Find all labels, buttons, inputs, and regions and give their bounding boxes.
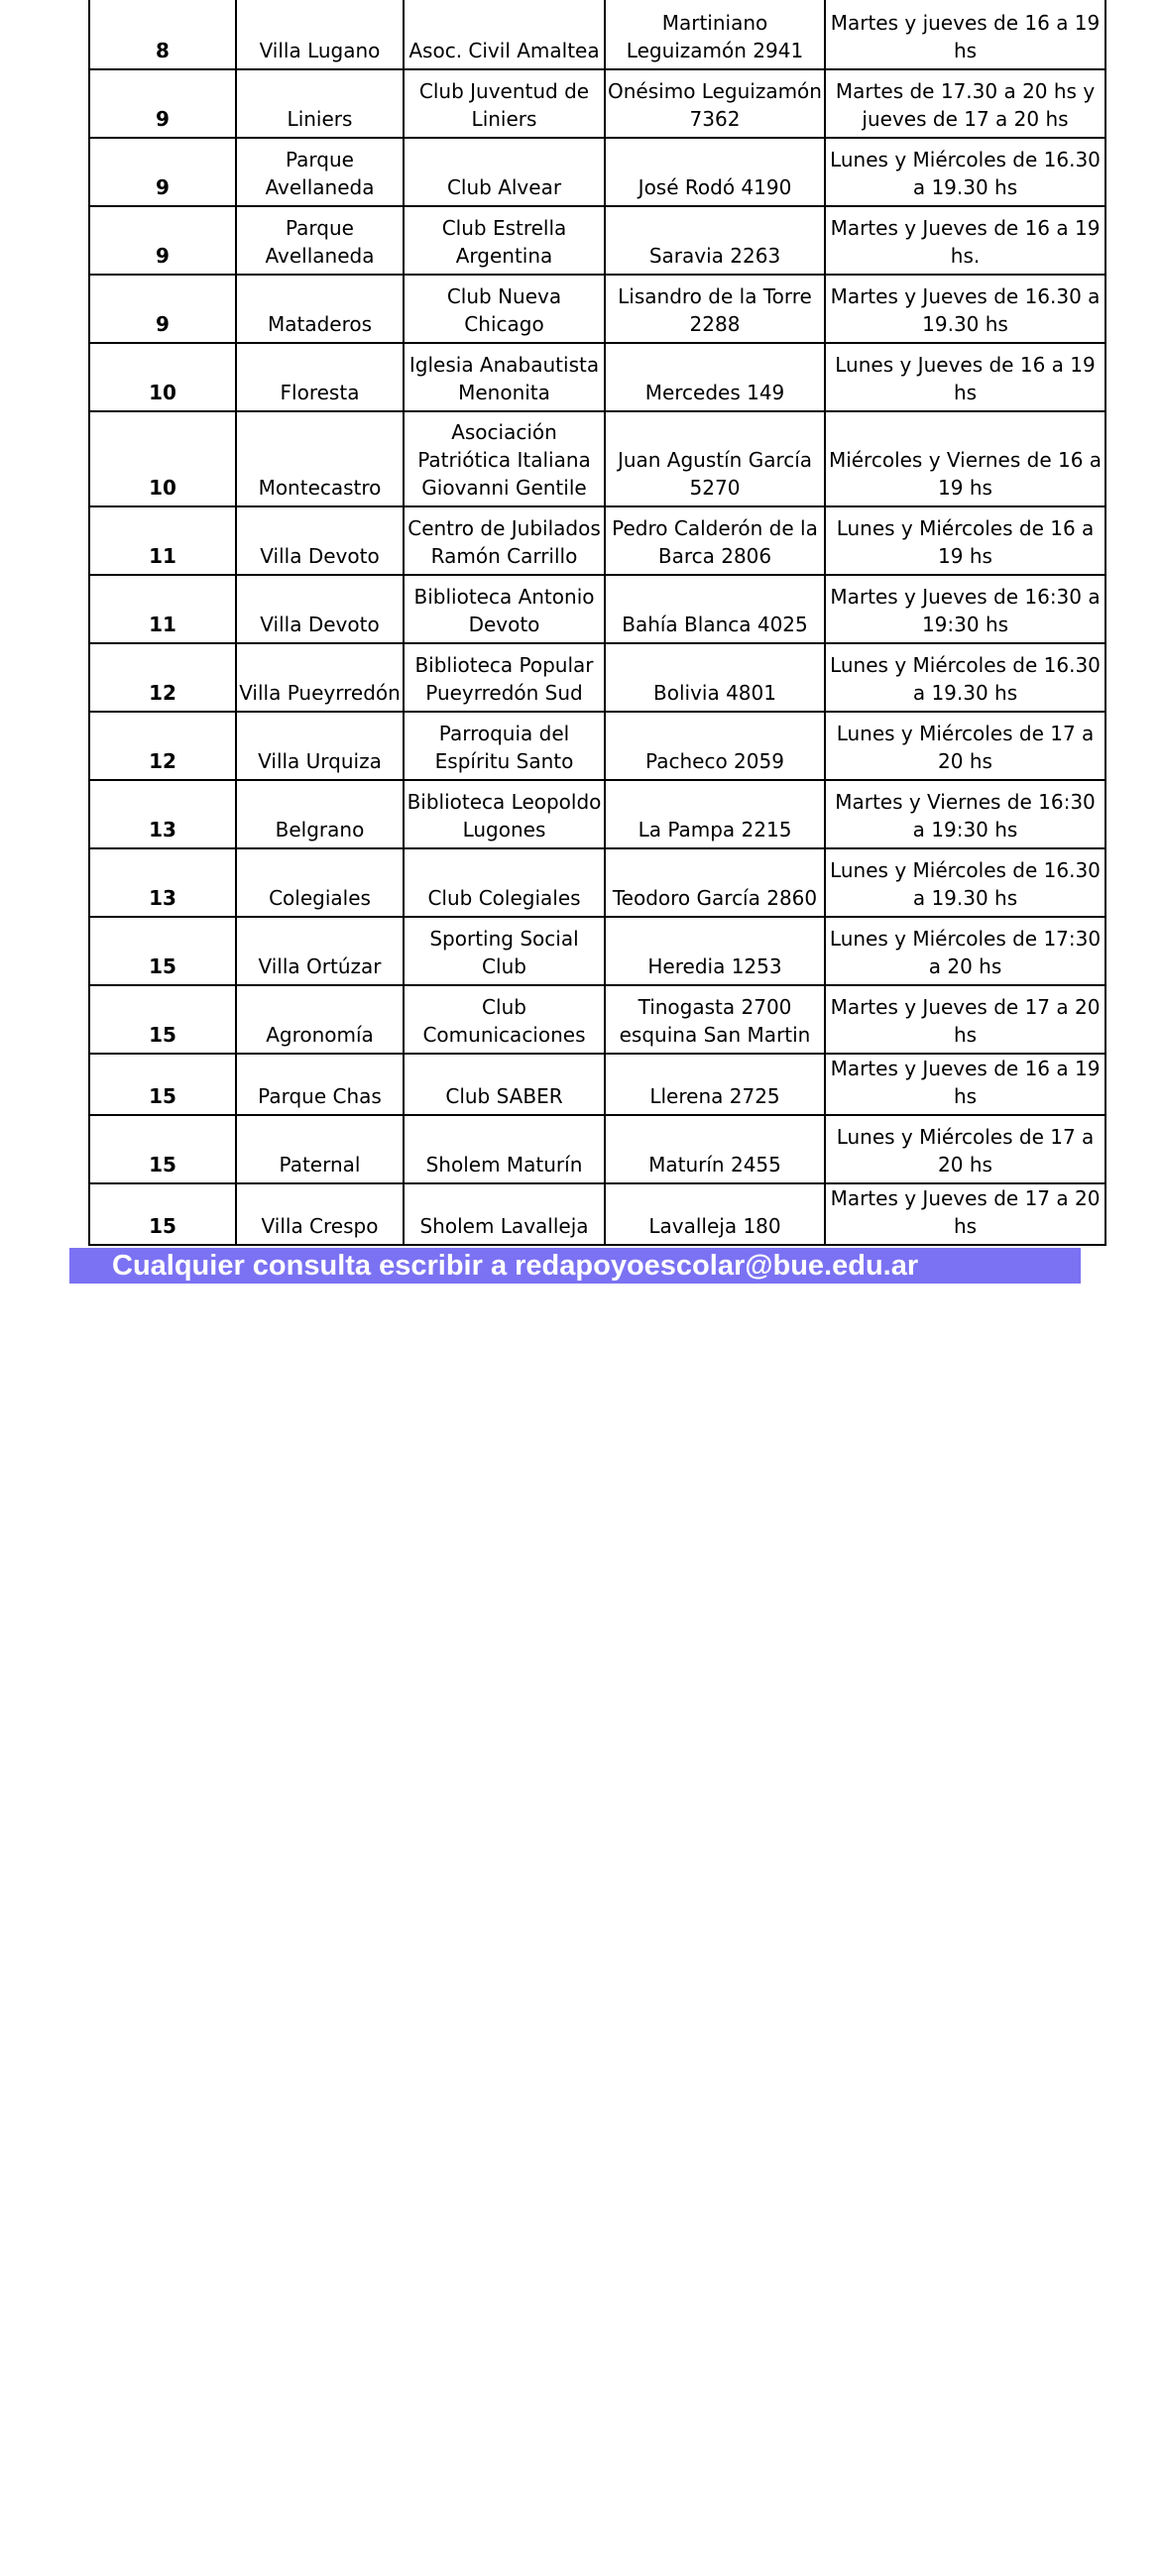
barrio-cell: Villa Devoto (236, 506, 404, 575)
table-row (89, 1183, 1105, 1245)
comuna-cell: 15 (89, 1054, 236, 1115)
schedule-table (88, 0, 1106, 1246)
comuna-cell: 15 (89, 1115, 236, 1183)
horario-cell: Lunes y Jueves de 16 a 19 hs (825, 343, 1105, 411)
sede-cell: Centro de Jubilados Ramón Carrillo (404, 506, 605, 575)
table-row (89, 643, 1105, 712)
direccion-cell: Onésimo Leguizamón 7362 (605, 69, 825, 138)
table-row (89, 411, 1105, 506)
sede-cell: Club Estrella Argentina (404, 206, 605, 275)
horario-cell: Lunes y Miércoles de 16 a 19 hs (825, 506, 1105, 575)
barrio-cell: Belgrano (236, 780, 404, 848)
barrio-cell: Villa Devoto (236, 575, 404, 643)
table-row (89, 780, 1105, 848)
direccion-cell: Martiniano Leguizamón 2941 (605, 0, 825, 69)
direccion-cell: Bolivia 4801 (605, 643, 825, 712)
comuna-cell: 11 (89, 506, 236, 575)
direccion-cell: Pacheco 2059 (605, 712, 825, 780)
sede-cell: Biblioteca Antonio Devoto (404, 575, 605, 643)
sede-cell: Club SABER (404, 1054, 605, 1115)
barrio-cell: Paternal (236, 1115, 404, 1183)
direccion-cell: Bahía Blanca 4025 (605, 575, 825, 643)
table-row (89, 1054, 1105, 1115)
sede-cell: Biblioteca Leopoldo Lugones (404, 780, 605, 848)
sede-cell: Club Juventud de Liniers (404, 69, 605, 138)
horario-cell: Martes de 17.30 a 20 hs y jueves de 17 a 20 hs (825, 69, 1105, 138)
sede-cell: Iglesia Anabautista Menonita (404, 343, 605, 411)
table-row (89, 138, 1105, 206)
sede-cell: Sporting Social Club (404, 917, 605, 985)
comuna-cell: 13 (89, 848, 236, 917)
table-row (89, 206, 1105, 275)
horario-cell: Lunes y Miércoles de 17:30 a 20 hs (825, 917, 1105, 985)
barrio-cell: Floresta (236, 343, 404, 411)
comuna-cell: 9 (89, 69, 236, 138)
horario-cell: Martes y Jueves de 16.30 a 19.30 hs (825, 275, 1105, 343)
comuna-cell: 11 (89, 575, 236, 643)
sede-cell: Asociación Patriótica Italiana Giovanni Gentile (404, 411, 605, 506)
barrio-cell: Villa Lugano (236, 0, 404, 69)
sede-cell: Sholem Lavalleja (404, 1183, 605, 1245)
sede-cell: Club Alvear (404, 138, 605, 206)
direccion-cell: Mercedes 149 (605, 343, 825, 411)
barrio-cell: Villa Crespo (236, 1183, 404, 1245)
comuna-cell: 12 (89, 643, 236, 712)
table-row (89, 985, 1105, 1054)
comuna-cell: 15 (89, 917, 236, 985)
comuna-cell: 9 (89, 206, 236, 275)
horario-cell: Lunes y Miércoles de 16.30 a 19.30 hs (825, 848, 1105, 917)
barrio-cell: Villa Pueyrredón (236, 643, 404, 712)
table-row (89, 275, 1105, 343)
direccion-cell: José Rodó 4190 (605, 138, 825, 206)
table-row (89, 712, 1105, 780)
comuna-cell: 9 (89, 275, 236, 343)
comuna-cell: 15 (89, 1183, 236, 1245)
comuna-cell: 15 (89, 985, 236, 1054)
table-row (89, 343, 1105, 411)
table-row (89, 917, 1105, 985)
horario-cell: Martes y Jueves de 17 a 20 hs (825, 985, 1105, 1054)
direccion-cell: Saravia 2263 (605, 206, 825, 275)
horario-cell: Martes y Jueves de 16 a 19 hs (825, 1054, 1105, 1115)
sede-cell: Biblioteca Popular Pueyrredón Sud (404, 643, 605, 712)
comuna-cell: 10 (89, 411, 236, 506)
table-row (89, 69, 1105, 138)
barrio-cell: Parque Avellaneda (236, 138, 404, 206)
comuna-cell: 9 (89, 138, 236, 206)
direccion-cell: Lisandro de la Torre 2288 (605, 275, 825, 343)
horario-cell: Miércoles y Viernes de 16 a 19 hs (825, 411, 1105, 506)
horario-cell: Lunes y Miércoles de 16.30 a 19.30 hs (825, 138, 1105, 206)
sede-cell: Parroquia del Espíritu Santo (404, 712, 605, 780)
horario-cell: Martes y Jueves de 16:30 a 19:30 hs (825, 575, 1105, 643)
barrio-cell: Villa Ortúzar (236, 917, 404, 985)
horario-cell: Lunes y Miércoles de 17 a 20 hs (825, 1115, 1105, 1183)
direccion-cell: Llerena 2725 (605, 1054, 825, 1115)
barrio-cell: Villa Urquiza (236, 712, 404, 780)
barrio-cell: Mataderos (236, 275, 404, 343)
contact-banner: Cualquier consulta escribir a redapoyoescolar@bue.edu.ar (69, 1248, 1081, 1284)
sede-cell: Club Colegiales (404, 848, 605, 917)
comuna-cell: 8 (89, 0, 236, 69)
horario-cell: Lunes y Miércoles de 16.30 a 19.30 hs (825, 643, 1105, 712)
sede-cell: Asoc. Civil Amaltea (404, 0, 605, 69)
horario-cell: Martes y jueves de 16 a 19 hs (825, 0, 1105, 69)
barrio-cell: Parque Chas (236, 1054, 404, 1115)
barrio-cell: Parque Avellaneda (236, 206, 404, 275)
horario-cell: Martes y Jueves de 17 a 20 hs (825, 1183, 1105, 1245)
barrio-cell: Colegiales (236, 848, 404, 917)
direccion-cell: Juan Agustín García 5270 (605, 411, 825, 506)
direccion-cell: Lavalleja 180 (605, 1183, 825, 1245)
barrio-cell: Liniers (236, 69, 404, 138)
horario-cell: Martes y Viernes de 16:30 a 19:30 hs (825, 780, 1105, 848)
table-row (89, 575, 1105, 643)
direccion-cell: Pedro Calderón de la Barca 2806 (605, 506, 825, 575)
direccion-cell: La Pampa 2215 (605, 780, 825, 848)
direccion-cell: Teodoro García 2860 (605, 848, 825, 917)
barrio-cell: Montecastro (236, 411, 404, 506)
barrio-cell: Agronomía (236, 985, 404, 1054)
comuna-cell: 12 (89, 712, 236, 780)
sede-cell: Sholem Maturín (404, 1115, 605, 1183)
table-row (89, 0, 1105, 69)
horario-cell: Lunes y Miércoles de 17 a 20 hs (825, 712, 1105, 780)
sede-cell: Club Nueva Chicago (404, 275, 605, 343)
comuna-cell: 13 (89, 780, 236, 848)
horario-cell: Martes y Jueves de 16 a 19 hs. (825, 206, 1105, 275)
direccion-cell: Heredia 1253 (605, 917, 825, 985)
table-row (89, 506, 1105, 575)
table-row (89, 1115, 1105, 1183)
sede-cell: Club Comunicaciones (404, 985, 605, 1054)
comuna-cell: 10 (89, 343, 236, 411)
table-row (89, 848, 1105, 917)
direccion-cell: Maturín 2455 (605, 1115, 825, 1183)
direccion-cell: Tinogasta 2700 esquina San Martin (605, 985, 825, 1054)
